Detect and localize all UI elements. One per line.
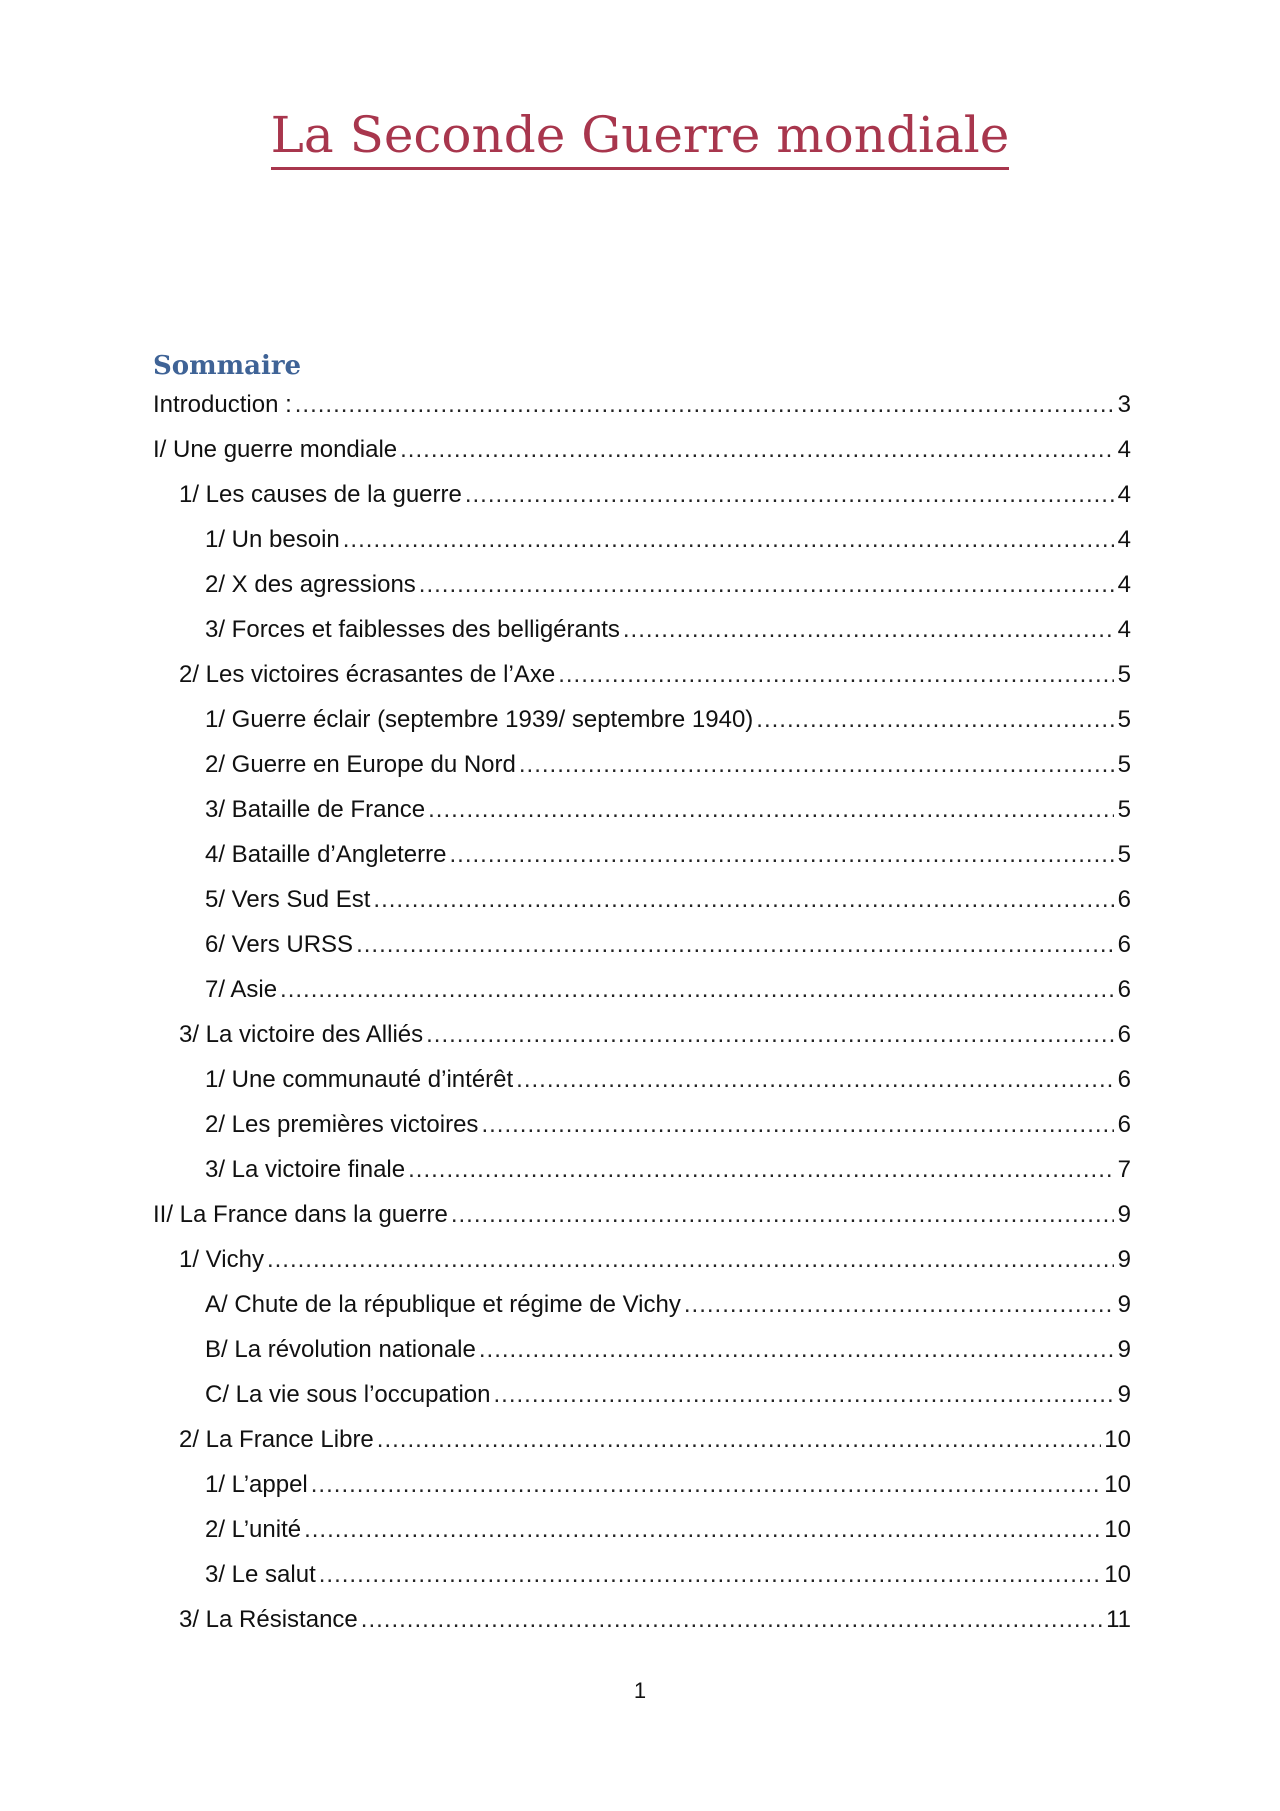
toc-dot-leader [408,1147,1114,1192]
toc-entry[interactable] [153,967,1131,1012]
toc-entry-page: 6 [1117,1021,1131,1048]
toc-dot-leader [426,1012,1114,1057]
toc-entry-label: Introduction : [153,391,292,418]
toc-entry-label: B/ La révolution nationale [205,1336,476,1363]
toc-entry-label: 2/ Les premières victoires [205,1111,479,1138]
toc-dot-leader [319,1552,1102,1597]
toc-entry-label: C/ La vie sous l’occupation [205,1381,491,1408]
toc-entry[interactable] [153,1597,1131,1642]
toc-entry-page: 6 [1117,1066,1131,1093]
toc-dot-leader [377,1417,1102,1462]
toc-dot-leader [311,1462,1102,1507]
toc-entry-page: 10 [1104,1516,1131,1543]
toc-dot-leader [304,1507,1101,1552]
toc-entry-page: 9 [1117,1246,1131,1273]
toc-entry[interactable] [153,877,1131,922]
toc-entry-page: 6 [1117,886,1131,913]
toc-dot-leader [519,742,1114,787]
toc-entry[interactable] [153,1282,1131,1327]
toc-dot-leader [516,1057,1114,1102]
toc-dot-leader [267,1237,1114,1282]
toc-dot-leader [494,1372,1115,1417]
toc-entry[interactable] [153,1057,1131,1102]
toc-entry-label: 2/ La France Libre [179,1426,374,1453]
toc-entry-label: I/ Une guerre mondiale [153,436,398,463]
toc-dot-leader [419,562,1114,607]
toc-entry-page: 11 [1106,1606,1131,1633]
toc-entry-page: 4 [1117,571,1131,598]
toc-entry[interactable] [153,922,1131,967]
toc-entry[interactable] [153,1237,1131,1282]
toc-dot-leader [465,472,1114,517]
toc-dot-leader [623,607,1114,652]
toc-entry[interactable] [153,832,1131,877]
toc-dot-leader [343,517,1114,562]
toc-entry-page: 4 [1117,481,1131,508]
toc-entry[interactable] [153,1147,1131,1192]
toc-entry-page: 5 [1117,706,1131,733]
toc-entry-page: 6 [1117,1111,1131,1138]
toc-dot-leader [756,697,1114,742]
toc-entry-label: 2/ X des agressions [205,571,416,598]
document-title [0,100,1280,170]
toc-entry-label: 1/ Les causes de la guerre [179,481,462,508]
toc-entry[interactable] [153,1327,1131,1372]
toc-entry-page: 10 [1104,1426,1131,1453]
toc-entry[interactable] [153,1507,1131,1552]
toc-entry[interactable] [153,1192,1131,1237]
toc-dot-leader [684,1282,1114,1327]
toc-entry-page: 3 [1117,391,1131,418]
document-title-text: La Seconde Guerre mondiale [271,103,1010,170]
toc-entry-page: 9 [1117,1291,1131,1318]
toc-entry-label: 3/ Le salut [205,1561,316,1588]
toc-entry-label: 7/ Asie [205,976,278,1003]
toc-entry-label: 2/ Guerre en Europe du Nord [205,751,516,778]
toc-entry[interactable] [153,787,1131,832]
toc-entry[interactable] [153,562,1131,607]
toc-entry[interactable] [153,1462,1131,1507]
toc-entry[interactable] [153,1552,1131,1597]
toc-entry-page: 5 [1117,661,1131,688]
table-of-contents [153,382,1131,1642]
toc-entry-page: 4 [1117,616,1131,643]
toc-dot-leader [373,877,1114,922]
toc-entry-label: 3/ La Résistance [179,1606,358,1633]
page-number: 1 [633,1678,647,1703]
toc-entry-label: 1/ Guerre éclair (septembre 1939/ septembre 1940) [205,706,754,733]
toc-dot-leader [428,787,1114,832]
toc-entry-label: 3/ Forces et faiblesses des belligérants [205,616,620,643]
toc-entry[interactable] [153,742,1131,787]
toc-entry-label: 4/ Bataille d’Angleterre [205,841,447,868]
toc-entry-label: 1/ Un besoin [205,526,340,553]
toc-entry[interactable] [153,427,1131,472]
toc-entry-label: 1/ Une communauté d’intérêt [205,1066,514,1093]
toc-entry-label: 6/ Vers URSS [205,931,354,958]
toc-entry[interactable] [153,697,1131,742]
toc-entry-label: 3/ Bataille de France [205,796,426,823]
toc-entry[interactable] [153,652,1131,697]
toc-entry[interactable] [153,1102,1131,1147]
toc-entry[interactable] [153,1372,1131,1417]
toc-entry-label: 1/ Vichy [179,1246,264,1273]
toc-entry-page: 5 [1117,796,1131,823]
toc-entry-label: 3/ La victoire finale [205,1156,406,1183]
toc-entry-page: 5 [1117,841,1131,868]
toc-entry-page: 10 [1104,1471,1131,1498]
toc-entry-page: 6 [1117,931,1131,958]
toc-entry-page: 9 [1117,1336,1131,1363]
toc-entry-label: A/ Chute de la république et régime de Vichy [205,1291,681,1318]
toc-entry-label: II/ La France dans la guerre [153,1201,448,1228]
toc-entry[interactable] [153,607,1131,652]
toc-entry-label: 2/ Les victoires écrasantes de l’Axe [179,661,556,688]
toc-dot-leader [356,922,1114,967]
toc-dot-leader [449,832,1114,877]
toc-dot-leader [280,967,1114,1012]
toc-entry[interactable] [153,517,1131,562]
toc-entry-page: 6 [1117,976,1131,1003]
toc-entry[interactable] [153,1417,1131,1462]
toc-entry-label: 5/ Vers Sud Est [205,886,371,913]
toc-heading: Sommaire [153,351,302,381]
toc-entry-page: 7 [1117,1156,1131,1183]
toc-entry-label: 1/ L’appel [205,1471,308,1498]
toc-dot-leader [295,382,1114,427]
toc-dot-leader [481,1102,1114,1147]
toc-dot-leader [479,1327,1114,1372]
toc-entry-page: 10 [1104,1561,1131,1588]
toc-dot-leader [361,1597,1103,1642]
toc-entry[interactable] [153,1012,1131,1057]
toc-entry-page: 4 [1117,436,1131,463]
toc-dot-leader [400,427,1114,472]
toc-entry-label: 2/ L’unité [205,1516,302,1543]
toc-entry-page: 9 [1117,1201,1131,1228]
toc-entry-label: 3/ La victoire des Alliés [179,1021,424,1048]
toc-dot-leader [558,652,1114,697]
toc-entry[interactable] [153,382,1131,427]
toc-entry-page: 4 [1117,526,1131,553]
toc-entry-page: 5 [1117,751,1131,778]
toc-dot-leader [451,1192,1114,1237]
toc-entry-page: 9 [1117,1381,1131,1408]
toc-entry[interactable] [153,472,1131,517]
